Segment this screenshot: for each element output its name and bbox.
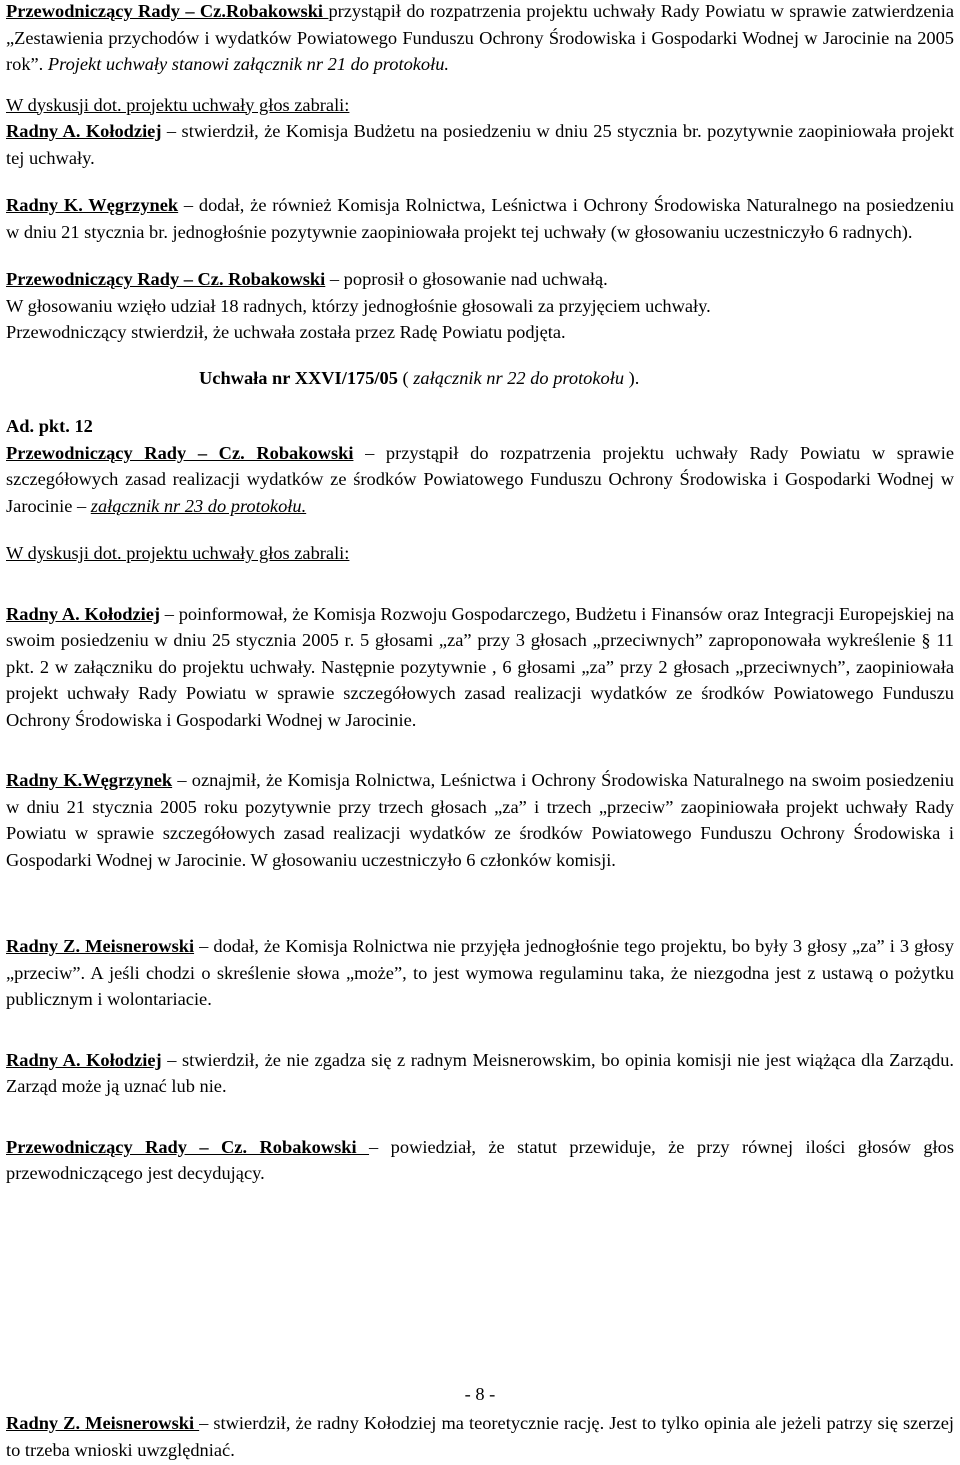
speaker-name: Przewodniczący Rady – Cz. Robakowski	[6, 269, 326, 289]
speaker-name: Radny Z. Meisnerowski	[6, 936, 195, 956]
attachment-note: Projekt uchwały stanowi załącznik nr 21 do protokołu.	[47, 54, 450, 74]
paragraph-text: – poinformował, że Komisja Rozwoju Gospodarczego, Budżetu i Finansów oraz Integracji Europejskiej na swoim posiedzeniu w dniu 25 stycznia 2005 r. 5 głosami „za” przy 3 głosach „przeciwnych” zaproponowała wykreślenie § 11 pkt. 2 w załączniku do projektu uchwały. Następnie pozytywnie , 6 głosami „za” przy 2 głosach „przeciwnych”, zaopiniowała projekt uchwały Rady Powiatu w sprawie szczegółowych zasad realizacji wydatków ze środków Powiatowego Funduszu Ochrony Środowiska i Gospodarki Wodnej w Jarocinie.	[6, 603, 954, 730]
paragraph-kolodziej-2	[6, 601, 954, 734]
resolution-title: Uchwała nr XXVI/175/05	[199, 367, 398, 388]
speaker-name: Radny A. Kołodziej	[6, 121, 162, 141]
resolution-line	[6, 365, 954, 392]
paragraph-text: – stwierdził, że Komisja Budżetu na posiedzeniu w dniu 25 stycznia br. pozytywnie zaopiniowała projekt tej uchwały.	[6, 121, 954, 168]
speaker-name: Radny A. Kołodziej	[6, 603, 161, 624]
paragraph-chairman-item12	[6, 440, 954, 520]
adoption-statement: Przewodniczący stwierdził, że uchwała została przez Radę Powiatu podjęta.	[6, 322, 566, 342]
paragraph-text: – stwierdził, że radny Kołodziej ma teoretycznie rację. Jest to tylko opinia ale jeżeli patrzy się szerzej to trzeba wnioski uwzględniać.	[6, 1413, 954, 1460]
document-page	[6, 0, 955, 1460]
paragraph-meisnerowski-1	[6, 933, 954, 1013]
paragraph-chairman-opening	[6, 0, 954, 78]
paragraph-wegrzynek-2	[6, 767, 954, 873]
discussion-heading	[6, 92, 954, 119]
paragraph-chairman-statute	[6, 1134, 954, 1187]
paragraph-text: – dodał, że również Komisja Rolnictwa, Leśnictwa i Ochrony Środowiska Naturalnego na posiedzeniu w dniu 21 stycznia br. jednogłośnie pozytywnie zaopiniowała projekt tej uchwały (w głosowaniu uczestniczyło 6 radnych).	[6, 195, 954, 242]
paragraph-text: – stwierdził, że nie zgadza się z radnym Meisnerowskim, bo opinia komisji nie jest wiążąca dla Zarządu. Zarząd może ją uznać lub nie.	[6, 1049, 954, 1096]
agenda-item-title: Ad. pkt. 12	[6, 416, 93, 436]
discussion-heading-2	[6, 540, 954, 567]
paragraph-chairman-vote	[6, 266, 954, 346]
attachment-note: załącznik nr 23 do protokołu.	[90, 495, 307, 516]
speaker-name: Przewodniczący Rady – Cz.Robakowski	[6, 1, 329, 21]
page-number: - 8 -	[464, 1384, 496, 1404]
paragraph-text: – dodał, że Komisja Rolnictwa nie przyjęła jednogłośnie tego projektu, bo były 3 głosy „za” i 3 głosy „przeciw”. A jeśli chodzi o skreślenie słowa „może”, to jest wymowa regulaminu taka, że niezgodna jest z ustawą o pożytku publicznym i wolontariacie.	[6, 936, 954, 1009]
speaker-name: Radny K.Węgrzynek	[6, 770, 173, 790]
paragraph-text: przystąpił do rozpatrzenia projektu uchwały Rady Powiatu w sprawie zatwierdzenia „Zestawienia przychodów i wydatków Powiatowego Funduszu Ochrony Środowiska i Gospodarki Wodnej w Jarocinie na 2005 rok”.	[6, 1, 954, 74]
resolution-open: (	[397, 367, 414, 388]
discussion-heading-text: W dyskusji dot. projektu uchwały głos zabrali:	[6, 94, 350, 115]
speaker-name: Przewodniczący Rady – Cz. Robakowski	[6, 442, 354, 463]
vote-result-text: W głosowaniu wzięło udział 18 radnych, którzy jednogłośnie głosowali za przyjęciem uchwały.	[6, 295, 711, 316]
speaker-name: Radny A. Kołodziej	[6, 1049, 162, 1070]
paragraph-meisnerowski-2	[6, 1410, 954, 1463]
paragraph-text: – oznajmił, że Komisja Rolnictwa, Leśnictwa i Ochrony Środowiska Naturalnego na swoim posiedzeniu w dniu 21 stycznia 2005 roku pozytywnie przy trzech głosach „za” i trzech „przeciw” zaopiniowała projekt uchwały Rady Powiatu w sprawie szczegółowych zasad realizacji wydatków ze środków Powiatowego Funduszu Ochrony Środowiska i Gospodarki Wodnej w Jarocinie. W głosowaniu uczestniczyło 6 członków komisji.	[6, 770, 954, 870]
paragraph-kolodziej-1	[6, 118, 954, 171]
paragraph-kolodziej-3	[6, 1047, 954, 1100]
paragraph-text: – powiedział, że statut przewiduje, że przy równej ilości głosów głos przewodniczącego jest decydujący.	[6, 1136, 955, 1183]
agenda-item-heading	[6, 413, 954, 440]
paragraph-text: – poprosił o głosowanie nad uchwałą.	[325, 269, 608, 289]
resolution-close: ).	[624, 367, 640, 388]
discussion-heading-text: W dyskusji dot. projektu uchwały głos zabrali:	[6, 543, 350, 563]
speaker-name: Przewodniczący Rady – Cz. Robakowski	[6, 1136, 370, 1157]
paragraph-wegrzynek-1	[6, 192, 954, 245]
speaker-name: Radny K. Węgrzynek	[6, 195, 179, 215]
resolution-attachment-note: załącznik nr 22 do protokołu	[413, 367, 625, 388]
paragraph-text: – przystąpił do rozpatrzenia projektu uchwały Rady Powiatu w sprawie szczegółowych zasad realizacji wydatków ze środków Powiatowego Funduszu Ochrony Środowiska i Gospodarki Wodnej w Jarocinie –	[6, 442, 954, 516]
speaker-name: Radny Z. Meisnerowski	[6, 1413, 200, 1433]
